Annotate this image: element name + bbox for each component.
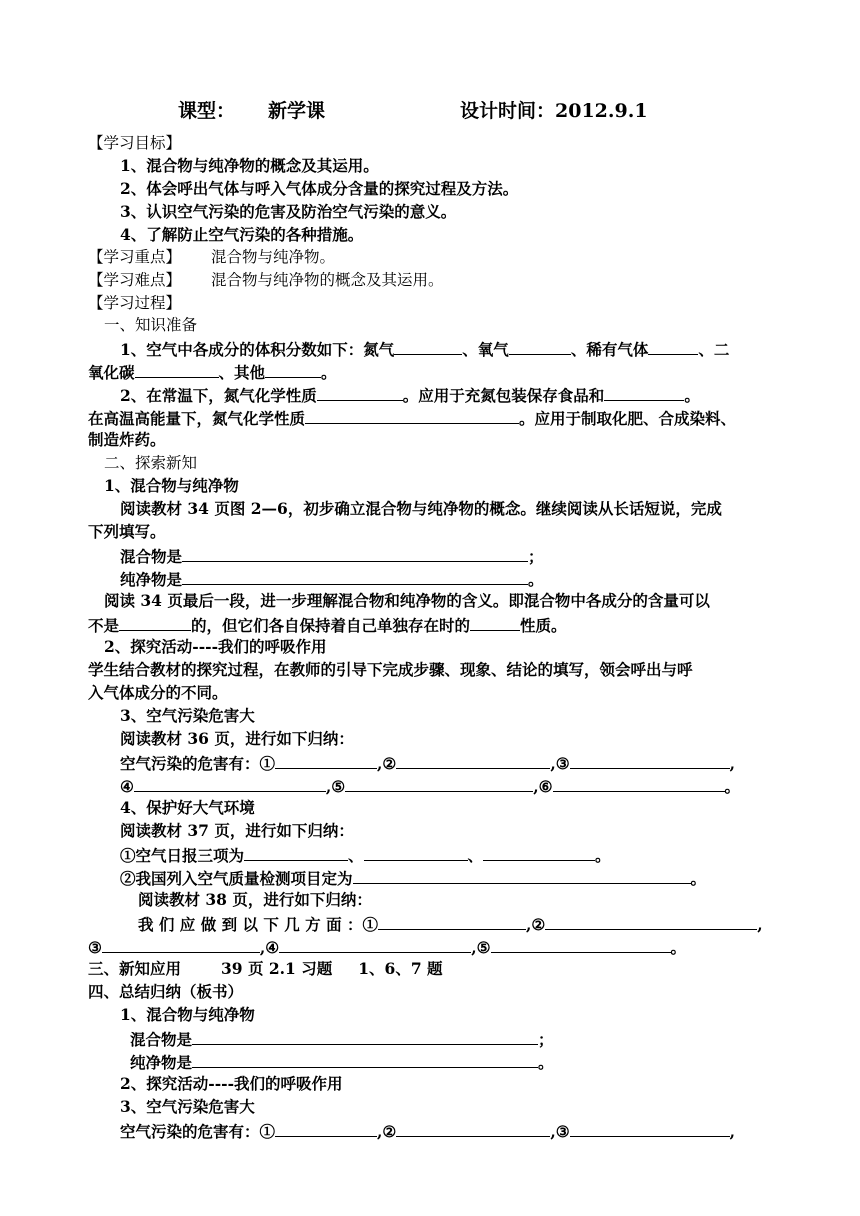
s3-read: 阅读教材 36 页，进行如下归纳： <box>120 729 354 748</box>
goal-item-1: 1、混合物与纯净物的概念及其运用。 <box>120 156 379 175</box>
summary-harm-label: 空气污染的危害有：① <box>120 1122 276 1141</box>
q1-text-e: 氧化碳 <box>88 363 135 382</box>
summary-s1: 1、混合物与纯净物 <box>120 1005 255 1024</box>
summary-pure-label: 纯净物是 <box>130 1053 193 1072</box>
pure-label: 纯净物是 <box>120 570 183 589</box>
blank-summary-harm-2[interactable] <box>396 1119 550 1137</box>
daily-row <box>120 843 812 865</box>
monitor-label: ②我国列入空气质量检测项目定为 <box>120 869 353 888</box>
q1-text-c: 、稀有气体 <box>570 340 649 359</box>
lesson-type-label: 课型： <box>178 100 236 122</box>
should-c5: ,⑤ <box>471 938 491 957</box>
focus-row <box>88 246 780 268</box>
prep-heading: 一、知识准备 <box>104 316 198 334</box>
blank-summary-pure[interactable] <box>192 1050 538 1068</box>
blank-harm-3[interactable] <box>570 751 730 769</box>
q1-text-d: 、二 <box>698 340 730 359</box>
blank-should-3[interactable] <box>102 935 260 953</box>
summary-mix-end: ； <box>538 1030 554 1049</box>
harm-c6: ,⑥ <box>533 777 553 796</box>
process-heading: 【学习过程】 <box>88 294 182 312</box>
blank-mixture[interactable] <box>182 544 528 562</box>
s4-heading: 4、保护好大气环境 <box>120 798 255 817</box>
s2-text-line1: 学生结合教材的探究过程，在教师的引导下完成步骤、现象、结论的填写，领会呼出与呼 <box>88 660 693 679</box>
harm-label: 空气污染的危害有：① <box>120 754 276 773</box>
difficulty-row <box>88 269 780 291</box>
prep-q2-line1 <box>120 383 812 405</box>
harm-row-2 <box>120 774 780 796</box>
apply-text: 39 页 2.1 习题 <box>221 959 333 978</box>
summary-harm-end: , <box>729 1122 736 1141</box>
summary-mix-label: 混合物是 <box>130 1030 193 1049</box>
pure-end: 。 <box>528 570 544 589</box>
harm-period: 。 <box>724 777 741 796</box>
blank-fixed[interactable] <box>119 613 191 631</box>
s4-read: 阅读教材 37 页，进行如下归纳： <box>120 821 354 840</box>
should-row-2 <box>88 935 780 957</box>
should-c4: ,④ <box>259 938 280 957</box>
should-label: 我 们 应 做 到 以 下 几 方 面 ：① <box>138 915 378 934</box>
summary-harm-row <box>120 1119 780 1141</box>
summary-harm-c2: ,② <box>377 1122 397 1141</box>
daily-sep-2: 、 <box>467 846 484 865</box>
prep-q1-line1 <box>120 337 780 359</box>
prep-q1-line2 <box>88 360 780 382</box>
blank-should-4[interactable] <box>279 935 471 953</box>
s1-read2: 下列填写。 <box>88 522 166 541</box>
blank-daily-2[interactable] <box>364 843 468 861</box>
read34-b: 不是 <box>88 616 120 635</box>
should-c2: ,② <box>525 915 546 934</box>
blank-pure[interactable] <box>182 567 528 585</box>
mix-end: ； <box>528 547 544 566</box>
difficulty-label: 【学习难点】 <box>88 271 182 289</box>
should-period: 。 <box>670 938 687 957</box>
read34-c: 的，但它们各自保持着自己单独存在时的 <box>191 616 471 635</box>
blank-summary-mixture[interactable] <box>192 1027 538 1045</box>
design-time: 设计时间：2012.9.1 <box>460 100 648 122</box>
daily-sep-1: 、 <box>348 846 364 865</box>
blank-should-1[interactable] <box>378 912 526 930</box>
monitor-end: 。 <box>690 869 707 888</box>
q2-text-d: 在高温高能量下，氮气化学性质 <box>88 409 306 428</box>
blank-harm-2[interactable] <box>396 751 550 769</box>
should-c3: ③ <box>88 938 102 957</box>
blank-daily-1[interactable] <box>244 843 348 861</box>
focus-label: 【学习重点】 <box>88 248 182 266</box>
blank-other[interactable] <box>265 360 321 378</box>
explore-heading: 二、探索新知 <box>104 454 198 472</box>
read34-d: 性质。 <box>520 616 567 635</box>
blank-harm-4[interactable] <box>134 774 326 792</box>
q2-text-b: 。应用于充氮包装保存食品和 <box>402 386 605 405</box>
blank-monitor[interactable] <box>353 866 691 884</box>
summary-s3: 3、空气污染危害大 <box>120 1097 255 1116</box>
blank-n2-normal[interactable] <box>317 383 403 401</box>
focus-text: 混合物与纯净物。 <box>211 248 336 266</box>
read38: 阅读教材 38 页，进行如下归纳： <box>138 890 372 909</box>
harm-c5: ,⑤ <box>325 777 346 796</box>
summary-heading: 四、总结归纳（板书） <box>88 982 244 1001</box>
blank-n2-high[interactable] <box>305 406 519 424</box>
s3-heading: 3、空气污染危害大 <box>120 706 255 725</box>
summary-harm-c3: ,③ <box>550 1122 570 1141</box>
read34-line1: 阅读 34 页最后一段，进一步理解混合物和纯净物的含义。即混合物中各成分的含量可以 <box>104 591 710 610</box>
blank-n2-use[interactable] <box>604 383 684 401</box>
harm-c4: ④ <box>120 777 134 796</box>
mix-label: 混合物是 <box>120 547 183 566</box>
should-end: , <box>757 915 763 934</box>
monitor-row <box>120 866 812 888</box>
summary-pure-end: 。 <box>538 1053 554 1072</box>
q2-text-c: 。 <box>684 386 700 405</box>
lesson-type-value: 新学课 <box>268 100 326 122</box>
blank-property[interactable] <box>470 613 520 631</box>
goal-item-3: 3、认识空气污染的危害及防治空气污染的意义。 <box>120 202 457 221</box>
harm-row-1 <box>120 751 780 773</box>
s2-heading: 2、探究活动----我们的呼吸作用 <box>104 637 327 656</box>
prep-q2-line3: 制造炸药。 <box>88 430 166 449</box>
blank-harm-6[interactable] <box>553 774 725 792</box>
harm-c3: ,③ <box>550 754 570 773</box>
blank-co2[interactable] <box>135 360 219 378</box>
blank-daily-3[interactable] <box>483 843 595 861</box>
summary-pure-row <box>130 1050 822 1072</box>
daily-label: ①空气日报三项为 <box>120 846 245 865</box>
s1-heading: 1、混合物与纯净物 <box>104 476 239 495</box>
harm-c2: ,② <box>377 754 397 773</box>
summary-s2: 2、探究活动----我们的呼吸作用 <box>120 1074 343 1093</box>
mix-row <box>120 544 812 566</box>
apply-row <box>88 958 780 980</box>
difficulty-text: 混合物与纯净物的概念及其运用。 <box>211 271 444 289</box>
apply-items: 1、6、7 题 <box>358 959 443 978</box>
goals-heading: 【学习目标】 <box>88 134 182 152</box>
apply-heading: 三、新知应用 <box>88 959 182 978</box>
pure-row <box>120 567 812 589</box>
blank-should-5[interactable] <box>491 935 671 953</box>
blank-summary-harm-3[interactable] <box>570 1119 730 1137</box>
read34-line2 <box>88 613 780 635</box>
blank-nitrogen[interactable] <box>394 337 462 355</box>
prep-q2-line2 <box>88 406 780 428</box>
goal-item-4: 4、了解防止空气污染的各种措施。 <box>120 225 364 244</box>
goal-item-2: 2、体会呼出气体与呼入气体成分含量的探究过程及方法。 <box>120 179 519 198</box>
q1-text-b: 、氧气 <box>462 340 509 359</box>
daily-end: 。 <box>595 846 611 865</box>
blank-should-2[interactable] <box>545 912 757 930</box>
blank-harm-5[interactable] <box>345 774 533 792</box>
blank-summary-harm-1[interactable] <box>275 1119 377 1137</box>
q1-text-a: 1、空气中各成分的体积分数如下：氮气 <box>120 340 395 359</box>
blank-oxygen[interactable] <box>509 337 571 355</box>
q2-text-e: 。应用于制取化肥、合成染料、 <box>519 409 737 428</box>
s1-read: 阅读教材 34 页图 2—6，初步确立混合物与纯净物的概念。继续阅读从长话短说，完成 <box>120 499 722 518</box>
q1-text-g: 。 <box>321 363 337 382</box>
harm-comma: , <box>729 754 736 773</box>
blank-harm-1[interactable] <box>275 751 377 769</box>
s2-text-line2: 入气体成分的不同。 <box>88 683 228 702</box>
should-row-1 <box>138 912 780 934</box>
summary-mix-row <box>130 1027 822 1049</box>
blank-noble-gas[interactable] <box>648 337 698 355</box>
q1-text-f: 、其他 <box>218 363 266 382</box>
q2-text-a: 2、在常温下，氮气化学性质 <box>120 386 317 405</box>
